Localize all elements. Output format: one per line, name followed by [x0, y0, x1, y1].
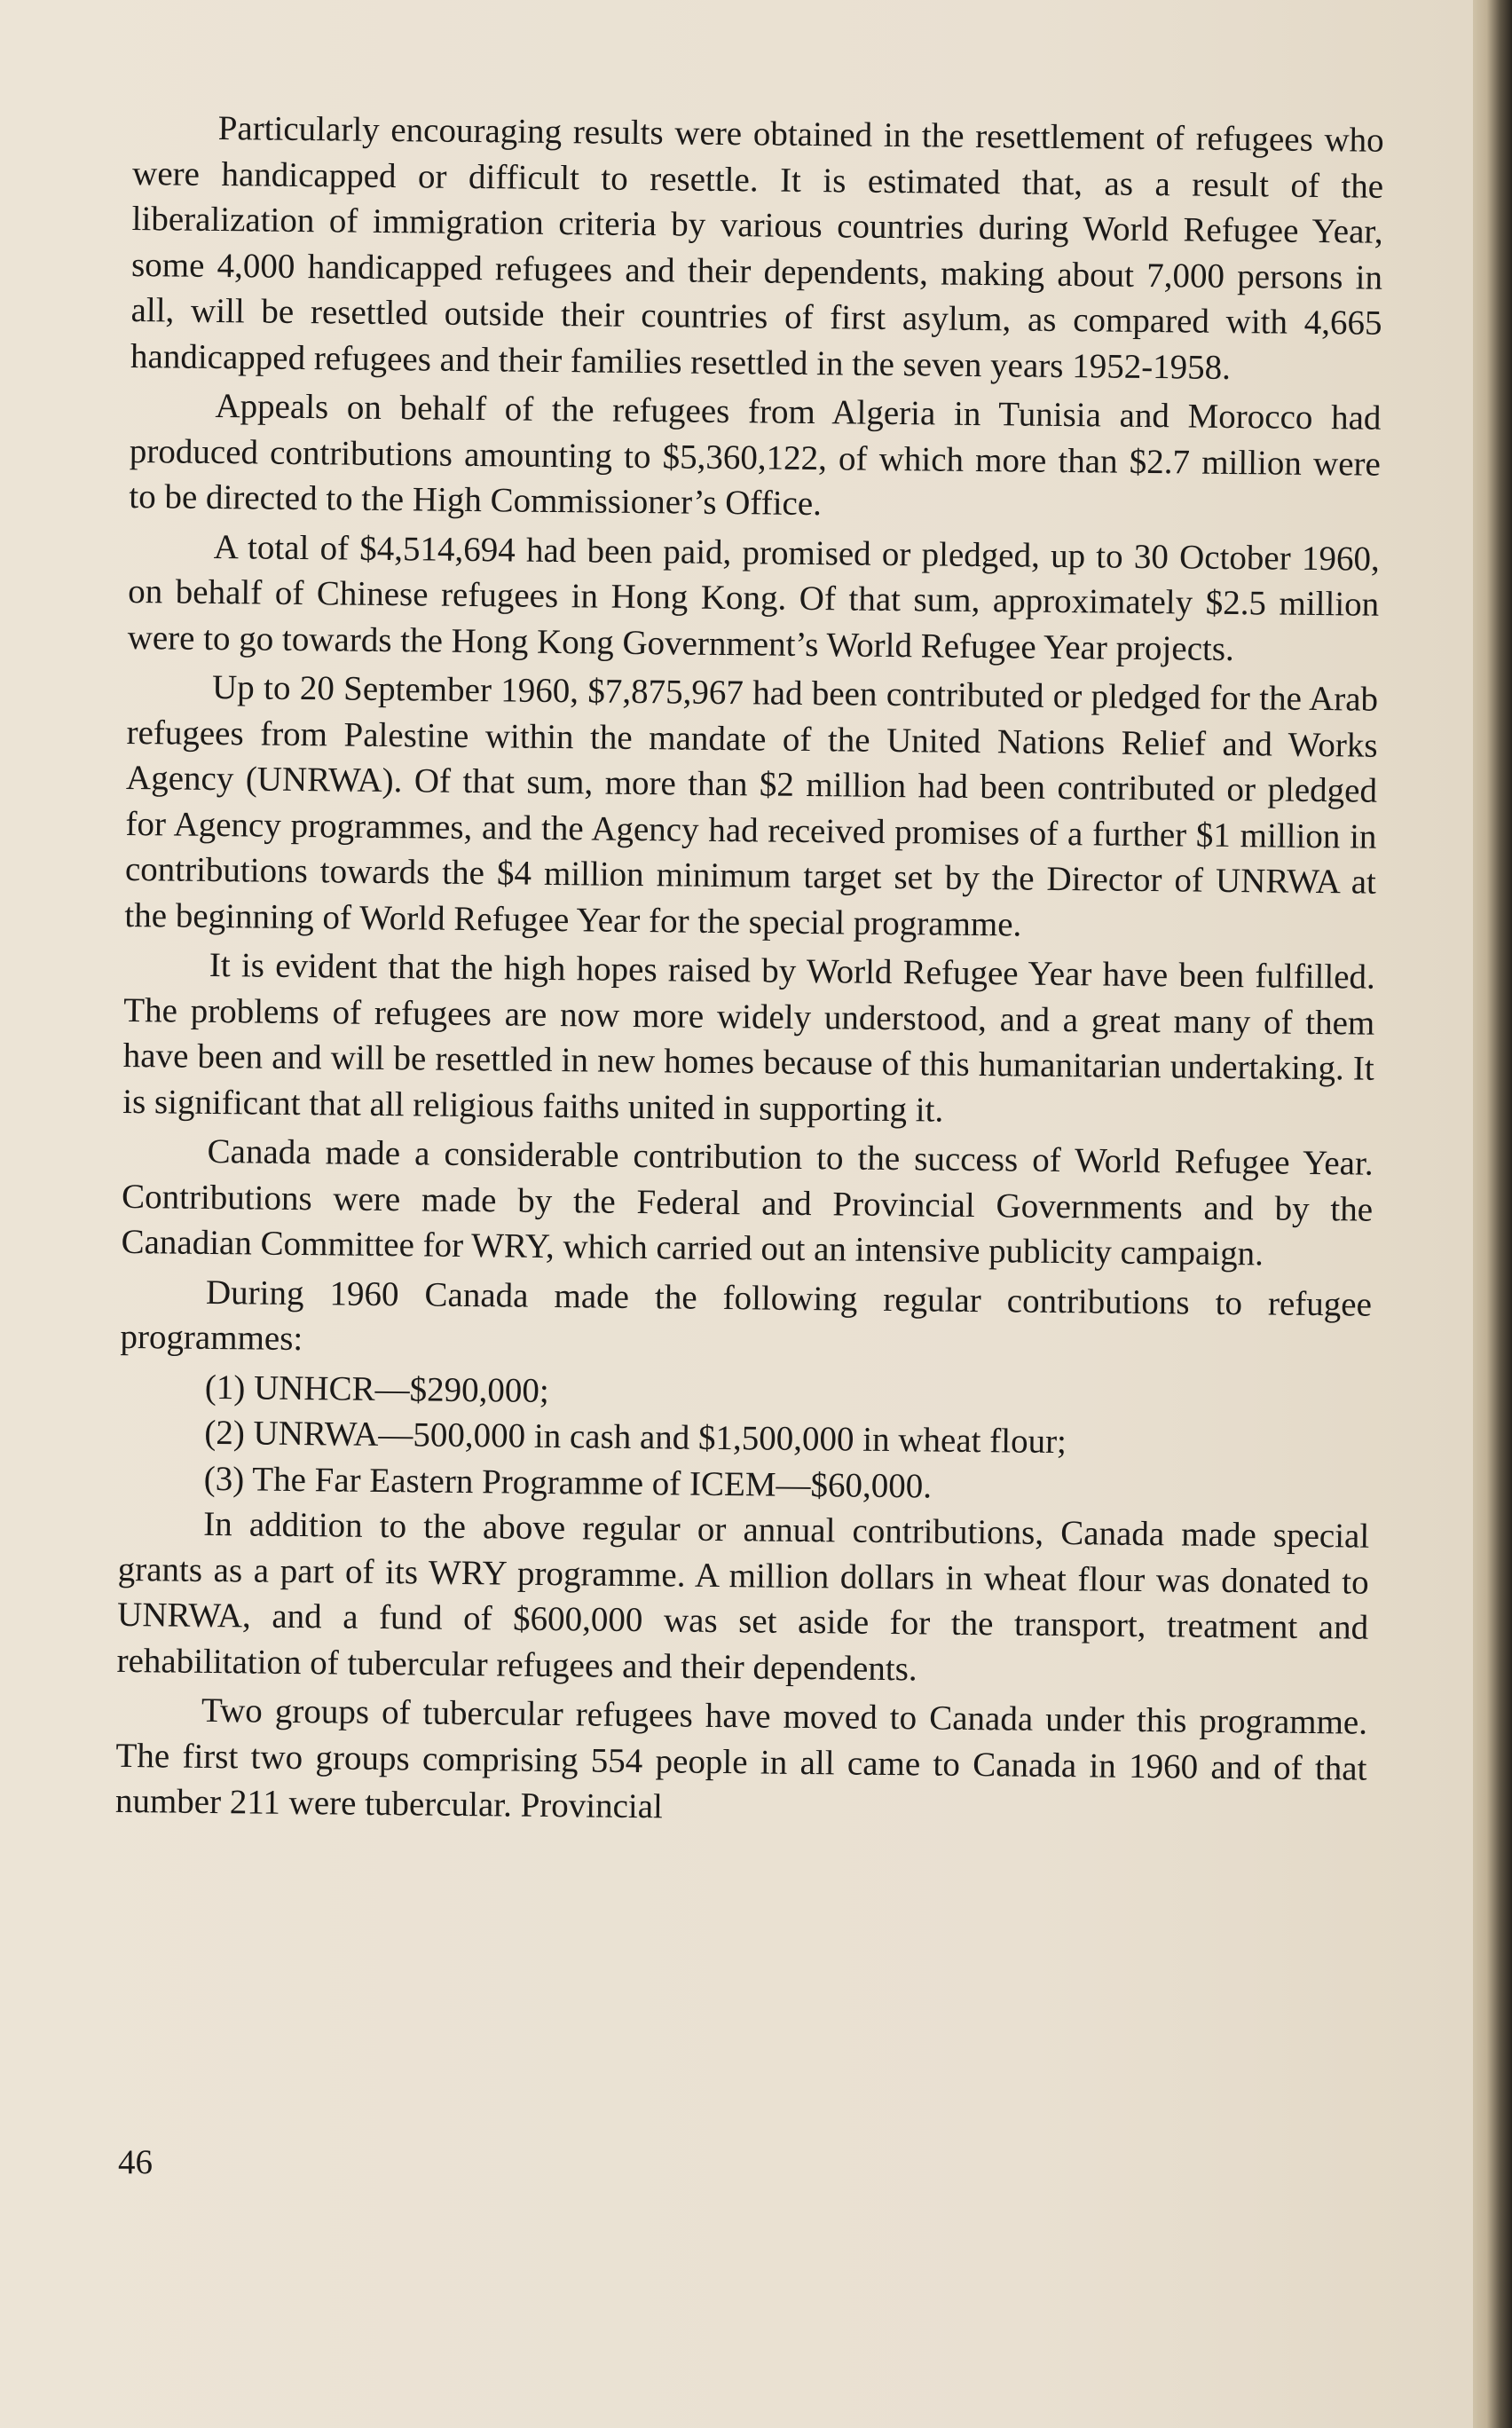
paragraph-handicapped-refugees: Particularly encouraging results were obtained in the resettlement of refugees who were handicapped or difficult to resettle. It is estimated that, as a result of the liberalization of immigration criteria by various countries during World Refugee Year, some 4,000 handicapped refugees and their dependents, making about 7,000 persons in all, will be resettled outside their countries of first asylum, as compared with 4,665 handicapped refugees and their families resettled in the seven years 1952-1958.	[130, 109, 1384, 387]
page-number: 46	[118, 2143, 153, 2181]
paragraph-high-hopes: It is evident that the high hopes raised by World Refugee Year have been fulfilled. The problems of refugees are now more widely understood, and a great many of them have been and will be resettled in new homes because of this humanitarian undertaking. It is significant that all religious faiths united in supporting it.	[122, 945, 1376, 1130]
paragraph-algeria-appeals: Appeals on behalf of the refugees from Algeria in Tunisia and Morocco had produced contributions amounting to $5,360,122, of which more than $2.7 million were to be directed to the High Commissioner’s Office.	[129, 386, 1382, 524]
contributions-list	[119, 1363, 1372, 1513]
list-item: (2) UNRWA—500,000 in cash and $1,500,000 in wheat flour;	[204, 1413, 1067, 1462]
paragraph-hong-kong: A total of $4,514,694 had been paid, promised or pledged, up to 30 October 1960, on behalf of Chinese refugees in Hong Kong. Of that sum, approximately $2.5 million were to go towards the Hong Kong Government’s World Refugee Year projects.	[127, 527, 1380, 668]
paragraph-regular-contributions-intro: During 1960 Canada made the following regular contributions to refugee programmes:	[120, 1273, 1373, 1359]
list-item: (3) The Far Eastern Programme of ICEM—$60,000.	[203, 1459, 933, 1506]
list-item: (1) UNHCR—$290,000;	[204, 1368, 549, 1410]
book-binding-edge	[1473, 0, 1512, 2428]
paragraph-special-grants: In addition to the above regular or annual contributions, Canada made special grants as a part of its WRY programme. A million dollars in wheat flour was donated to UNRWA, and a fund of $600,000 was set aside for the transport, treatment and rehabilitation of tubercular refugees and their dependents.	[116, 1504, 1370, 1688]
paragraph-canada-contribution: Canada made a considerable contribution to the success of World Refugee Year. Contributions were made by the Federal and Provincial Governments and by the Canadian Committee for WRY, which carried out an intensive publicity campaign.	[121, 1131, 1374, 1273]
paragraph-tubercular-groups: Two groups of tubercular refugees have moved to Canada under this programme. The first two groups comprising 554 people in all came to Canada in 1960 and of that number 211 were tubercular. Provincial	[114, 1691, 1368, 1826]
body-text	[115, 105, 1384, 1841]
paragraph-unrwa: Up to 20 September 1960, $7,875,967 had been contributed or pledged for the Arab refugees from Palestine within the mandate of the United Nations Relief and Works Agency (UNRWA). Of that sum, more than $2 million had been contributed or pledged for Agency programmes, and the Agency had received promises of a further $1 million in contributions towards the $4 million minimum target set by the Director of UNRWA at the beginning of World Refugee Year for the special programme.	[124, 667, 1379, 944]
